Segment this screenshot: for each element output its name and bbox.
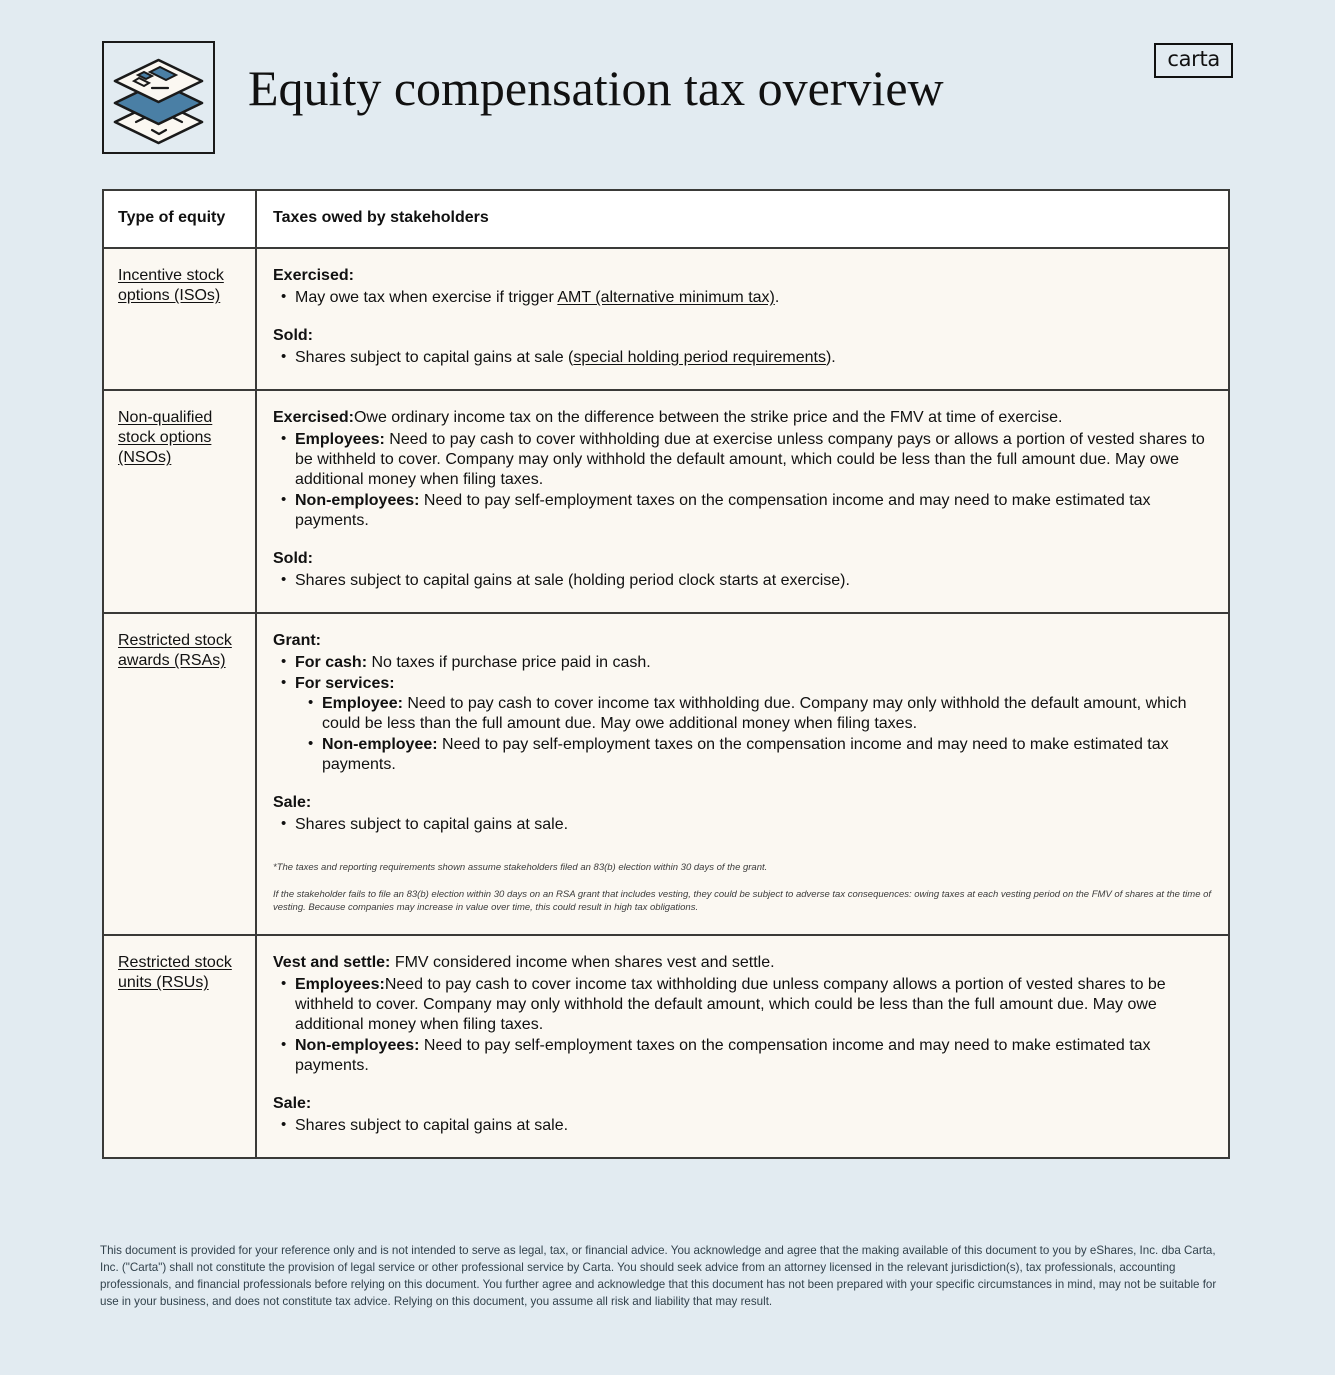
list-item: • For cash: No taxes if purchase price paid in cash. [295, 653, 1212, 673]
list-item: • Shares subject to capital gains at sale. [295, 815, 1212, 835]
footnote-83b-assumption: *The taxes and reporting requirements shown assume stakeholders filed an 83(b) election within 30 days of the grant. [273, 862, 768, 873]
bullet-list [273, 348, 1212, 368]
table-row [104, 936, 1228, 1157]
section-heading-exercised: Exercised:Owe ordinary income tax on the difference between the strike price and the FMV at time of exercise. [273, 409, 1063, 426]
carta-logo: carta [1154, 43, 1233, 78]
equity-type-cell [104, 936, 257, 1157]
equity-details-cell [257, 391, 1228, 612]
stacked-layers-icon [102, 41, 215, 154]
bullet-list [273, 430, 1212, 531]
bullet-list [273, 653, 1212, 775]
list-item: • Employees:Need to pay cash to cover income tax withholding due unless company allows a portion of vested shares to be withheld to cover. Company may only withhold the default amount, which could be less than the full amount due. May owe additional money when filing taxes. [295, 975, 1212, 1035]
column-header-type: Type of equity [104, 191, 257, 247]
equity-type-link-rsus[interactable]: Restricted stock units (RSUs) [118, 954, 232, 991]
footnote-83b-failure: If the stakeholder fails to file an 83(b) election within 30 days on an RSA grant that includes vesting, they could be subject to adverse tax consequences: owing taxes at each vesting period on the FMV of shares at the time of vesting. Because companies may increase in value over time, this could result in high tax obligations. [273, 889, 1212, 913]
bullet-list [273, 288, 1212, 308]
table-header-row [104, 191, 1228, 249]
equity-type-cell [104, 249, 257, 389]
page-title: Equity compensation tax overview [248, 60, 944, 116]
section-heading-sale: Sale: [273, 1095, 312, 1112]
section-heading-sold: Sold: [273, 327, 313, 344]
equity-tax-table [102, 189, 1230, 1159]
table-row [104, 614, 1228, 936]
list-item: • May owe tax when exercise if trigger AMT (alternative minimum tax). [295, 288, 1212, 308]
table-row [104, 249, 1228, 391]
equity-type-cell [104, 391, 257, 612]
sub-bullet-list [295, 694, 1212, 775]
list-item: • Shares subject to capital gains at sale (special holding period requirements). [295, 348, 1212, 368]
equity-details-cell [257, 249, 1228, 389]
document-header [102, 30, 1233, 154]
list-item: • For services: • Employee: Need to pay cash to cover income tax withholding due. Company may only withhold the default amount, which could be less than the full amount due. May owe additional money when filing taxes. • Non-employee: Need to pay self-employment taxes on the compensation income and may need to make estimated tax payments. [295, 674, 1212, 775]
amt-link[interactable]: AMT (alternative minimum tax) [557, 289, 775, 306]
list-item: • Employees: Need to pay cash to cover withholding due at exercise unless company pays or allows a portion of vested shares to be withheld to cover. Company may only withhold the default amount, which could be less than the full amount due. May owe additional money when filing taxes. [295, 430, 1212, 490]
equity-details-cell [257, 936, 1228, 1157]
list-item: • Employee: Need to pay cash to cover income tax withholding due. Company may only withhold the default amount, which could be less than the full amount due. May owe additional money when filing taxes. [322, 694, 1212, 734]
list-item: • Non-employees: Need to pay self-employment taxes on the compensation income and may need to make estimated tax payments. [295, 491, 1212, 531]
table-row [104, 391, 1228, 614]
section-heading-exercised: Exercised: [273, 267, 354, 284]
bullet-list [273, 571, 1212, 591]
bullet-list [273, 975, 1212, 1076]
section-heading-sold: Sold: [273, 550, 313, 567]
list-item: • Non-employees: Need to pay self-employment taxes on the compensation income and may need to make estimated tax payments. [295, 1036, 1212, 1076]
equity-type-link-nsos[interactable]: Non-qualified stock options (NSOs) [118, 409, 213, 466]
column-header-taxes: Taxes owed by stakeholders [273, 209, 489, 226]
bullet-list [273, 1116, 1212, 1136]
list-item: • Shares subject to capital gains at sale (holding period clock starts at exercise). [295, 571, 1212, 591]
equity-type-link-rsas[interactable]: Restricted stock awards (RSAs) [118, 632, 232, 669]
legal-disclaimer: This document is provided for your reference only and is not intended to serve as legal, tax, or financial advice. You acknowledge and agree that the making available of this document to you by eShares, Inc. dba Carta, Inc. ("Carta") shall not constitute the provision of legal service or other professional service by Carta. You should seek advice from an attorney licensed in the relevant jurisdiction(s), tax professionals, accounting professionals, and financial professionals before relying on this document. You further agree and acknowledge that this document has not been prepared with your specific circumstances in mind, may not be suitable for use in your business, and does not constitute tax advice. Relying on this document, you assume all risk and liability that may result. [100, 1244, 1217, 1308]
section-heading-sale: Sale: [273, 794, 312, 811]
equity-type-cell [104, 614, 257, 934]
bullet-list [273, 815, 1212, 835]
list-item: • Shares subject to capital gains at sale. [295, 1116, 1212, 1136]
section-heading-vest-and-settle: Vest and settle: FMV considered income when shares vest and settle. [273, 954, 775, 971]
equity-type-link-isos[interactable]: Incentive stock options (ISOs) [118, 267, 224, 304]
list-item: • Non-employee: Need to pay self-employment taxes on the compensation income and may need to make estimated tax payments. [322, 735, 1212, 775]
holding-period-link[interactable]: special holding period requirements [573, 349, 826, 366]
section-heading-grant: Grant: [273, 632, 321, 649]
equity-details-cell [257, 614, 1228, 934]
